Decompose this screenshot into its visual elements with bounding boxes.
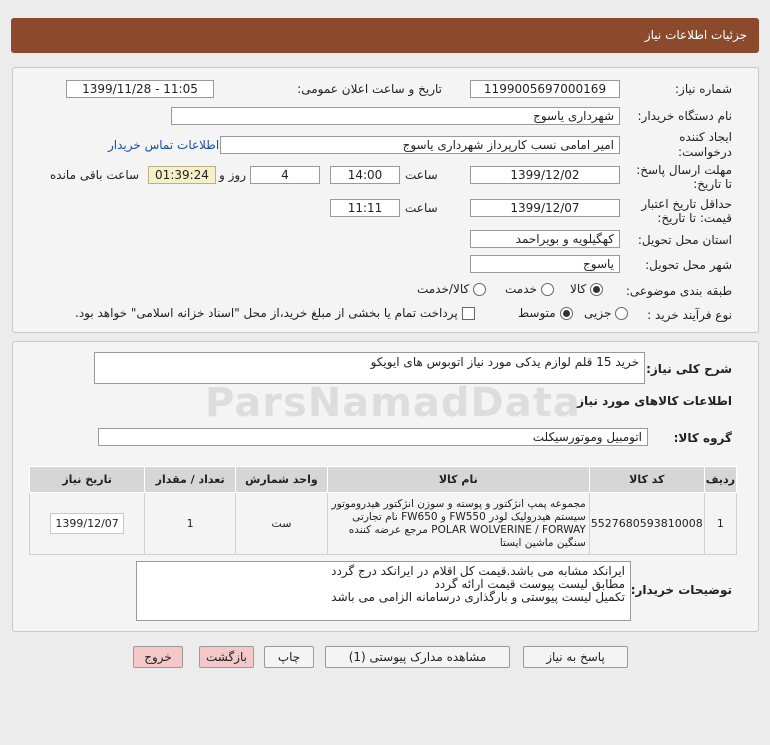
category-option-service[interactable]: خدمت — [505, 282, 554, 296]
buyer-org-field: شهرداری یاسوج — [171, 107, 620, 125]
buyer-notes-line-3: تکمیل لیست پیوستی و بارگذاری درسامانه الزامی می باشد — [331, 590, 625, 604]
back-button[interactable]: بازگشت — [199, 646, 254, 668]
city-label: شهر محل تحویل: — [645, 258, 732, 272]
col-name: نام کالا — [327, 467, 589, 493]
reply-time-field: 14:00 — [330, 166, 400, 184]
view-documents-button[interactable]: مشاهده مدارک پیوستی (1) — [325, 646, 510, 668]
page-title: جزئیات اطلاعات نیاز — [644, 28, 747, 42]
checkbox-icon — [462, 307, 475, 320]
goods-group-label: گروه کالا: — [673, 431, 732, 445]
category-label: طبقه بندی موضوعی: — [625, 284, 732, 298]
col-date: تاریخ نیاز — [30, 467, 145, 493]
goods-table — [29, 466, 737, 555]
col-qty: تعداد / مقدار — [145, 467, 236, 493]
buyer-notes-line-1: ایرانکد مشابه می باشد.قیمت کل اقلام در ایرانکد درج گردد — [331, 564, 625, 578]
creator-field: امیر امامی نسب کارپرداز شهرداری یاسوج — [220, 136, 620, 154]
print-button[interactable]: چاپ — [264, 646, 314, 668]
payment-treasury-checkbox[interactable]: پرداخت تمام یا بخشی از مبلغ خرید،از محل "اسناد خزانه اسلامی" خواهد بود. — [75, 306, 475, 320]
col-code: کد کالا — [589, 467, 704, 493]
announce-field: 1399/11/28 - 11:05 — [66, 80, 214, 98]
announce-label: تاریخ و ساعت اعلان عمومی: — [297, 82, 442, 96]
radio-selected-icon — [560, 307, 573, 320]
table-row — [30, 493, 737, 555]
reply-date-field: 1399/12/02 — [470, 166, 620, 184]
need-number-field: 1199005697000169 — [470, 80, 620, 98]
province-field: کهگیلویه و بویراحمد — [470, 230, 620, 248]
creator-label-2: درخواست: — [678, 145, 732, 159]
radio-icon — [615, 307, 628, 320]
summary-label: شرح کلی نیاز: — [646, 362, 732, 376]
reply-time-label: ساعت — [405, 168, 438, 182]
radio-icon — [473, 283, 486, 296]
category-option-goods-service[interactable]: کالا/خدمت — [417, 282, 486, 296]
price-time-field: 11:11 — [330, 199, 400, 217]
remaining-timer: 01:39:24 — [148, 166, 216, 184]
buyer-notes-line-2: مطابق لیست پیوست قیمت ارائه گردد — [434, 577, 625, 591]
summary-field: خرید 15 قلم لوازم یدکی مورد نیاز اتوبوس های ایویکو — [94, 352, 645, 384]
price-time-label: ساعت — [405, 201, 438, 215]
days-label: روز و — [219, 168, 246, 182]
col-unit: واحد شمارش — [236, 467, 328, 493]
cell-row: 1 — [704, 493, 736, 555]
days-field: 4 — [250, 166, 320, 184]
cell-code: 5527680593810008 — [589, 493, 704, 555]
exit-button[interactable]: خروج — [133, 646, 183, 668]
price-validity-label-2: قیمت: تا تاریخ: — [657, 211, 732, 225]
buyer-notes-label: توضیحات خریدار: — [630, 583, 732, 597]
watermark-logo: ParsNamadData — [205, 380, 581, 426]
process-option-minor[interactable]: جزیی — [584, 306, 628, 320]
process-label: نوع فرآیند خرید : — [647, 308, 732, 322]
creator-label-1: ایجاد کننده — [679, 130, 732, 144]
goods-section-title: اطلاعات کالاهای مورد نیاز — [577, 394, 732, 408]
radio-icon — [541, 283, 554, 296]
buyer-notes-field — [136, 561, 631, 621]
cell-unit: ست — [236, 493, 328, 555]
col-row: ردیف — [704, 467, 736, 493]
price-validity-label-1: حداقل تاریخ اعتبار — [641, 197, 732, 211]
process-option-medium[interactable]: متوسط — [518, 306, 573, 320]
reply-button[interactable]: پاسخ به نیاز — [523, 646, 628, 668]
cell-name: مجموعه پمپ انژکتور و پوسته و سوزن انژکتور هیدروموتور سیستم هیدرولیک لودر FW550 و FW650 نام تجارتی POLAR WOLVERINE / FORWAY مرجع عرضه کننده سنگین ماشین ایستا — [327, 493, 589, 555]
cell-date — [30, 493, 145, 555]
date-box: 1399/12/07 — [50, 513, 123, 534]
remaining-label: ساعت باقی مانده — [50, 168, 140, 182]
goods-group-field: اتومبیل وموتورسیکلت — [98, 428, 648, 446]
radio-selected-icon — [590, 283, 603, 296]
contact-buyer-link[interactable]: اطلاعات تماس خریدار — [108, 138, 220, 152]
buyer-org-label: نام دستگاه خریدار: — [637, 109, 732, 123]
cell-qty: 1 — [145, 493, 236, 555]
need-number-label: شماره نیاز: — [675, 82, 732, 96]
price-date-field: 1399/12/07 — [470, 199, 620, 217]
reply-deadline-label-2: تا تاریخ: — [693, 177, 732, 191]
city-field: یاسوج — [470, 255, 620, 273]
category-option-goods[interactable]: کالا — [570, 282, 603, 296]
page-title-bar — [11, 18, 759, 53]
province-label: استان محل تحویل: — [637, 233, 732, 247]
reply-deadline-label-1: مهلت ارسال پاسخ: — [636, 163, 732, 177]
